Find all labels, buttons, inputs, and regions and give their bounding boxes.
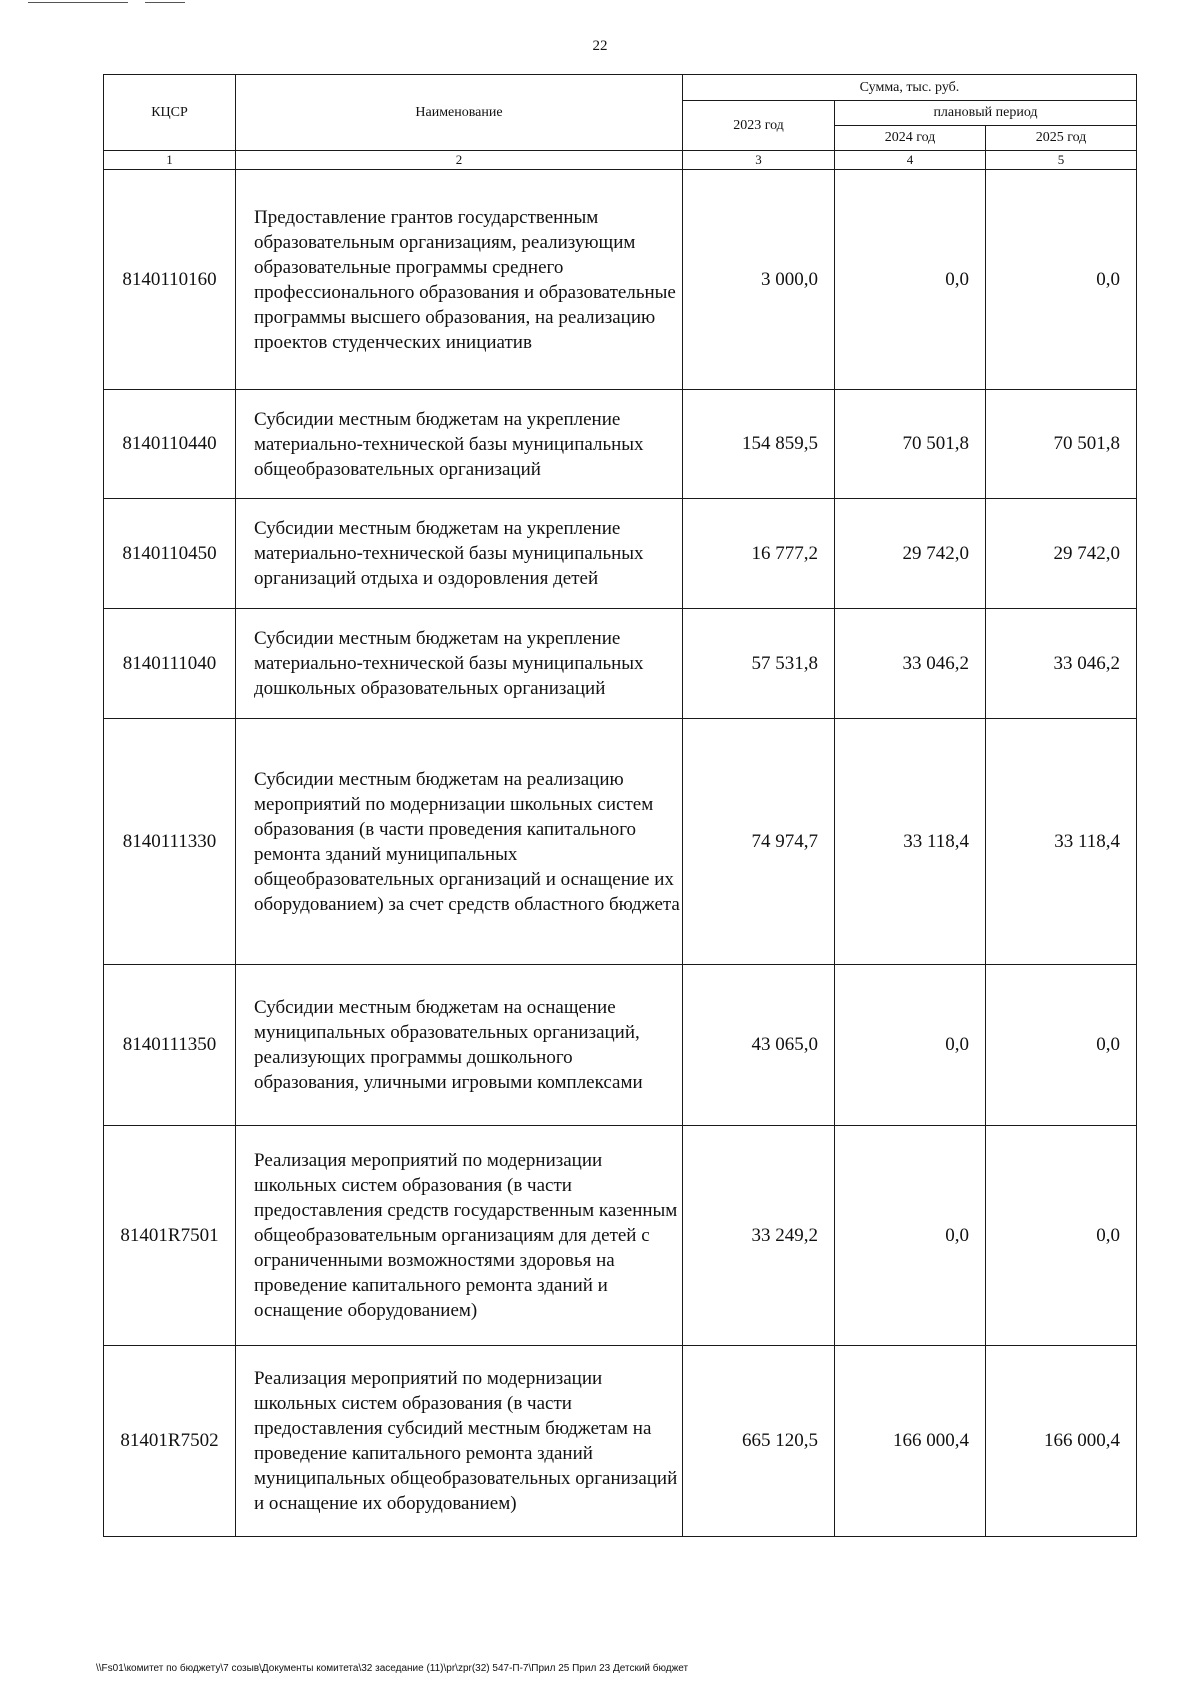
row-name: Субсидии местным бюджетам на укрепление материально-технической базы муниципальных дошкольных образовательных организаций: [236, 609, 683, 719]
row-value-2025: 166 000,4: [986, 1346, 1137, 1537]
row-code: 8140111330: [104, 719, 236, 965]
row-code: 8140110450: [104, 499, 236, 609]
table-row: [104, 390, 1137, 499]
row-value-2024: 0,0: [835, 170, 986, 390]
row-value-2023: 16 777,2: [683, 499, 835, 609]
scan-mark: [145, 2, 185, 3]
footer-file-path: \\Fs01\комитет по бюджету\7 созыв\Документы комитета\32 заседание (11)\pr\zpr(32) 547-П-7\Прил 25 Прил 23 Детский бюджет: [96, 1663, 689, 1674]
table-row: [104, 1126, 1137, 1346]
page-number: 22: [592, 38, 608, 54]
header-year-2024: 2024 год: [835, 126, 986, 151]
header-sum: Сумма, тыс. руб.: [683, 75, 1137, 101]
row-code: 81401R7502: [104, 1346, 236, 1537]
scan-mark: [28, 2, 128, 3]
row-value-2024: 70 501,8: [835, 390, 986, 499]
row-name: Субсидии местным бюджетам на реализацию мероприятий по модернизации школьных систем образования (в части проведения капитального ремонта зданий муниципальных общеобразовательных организаций и оснащение их оборудованием) за счет средств областного бюджета: [236, 719, 683, 965]
row-value-2023: 57 531,8: [683, 609, 835, 719]
table-row: [104, 965, 1137, 1126]
row-value-2025: 33 046,2: [986, 609, 1137, 719]
row-code: 8140111350: [104, 965, 236, 1126]
header-year-2023: 2023 год: [683, 101, 835, 151]
header-planned-period: плановый период: [835, 101, 1137, 126]
budget-table: [103, 74, 1137, 1537]
row-value-2024: 166 000,4: [835, 1346, 986, 1537]
row-name: Субсидии местным бюджетам на оснащение муниципальных образовательных организаций, реализующих программы дошкольного образования, уличными игровыми комплексами: [236, 965, 683, 1126]
row-value-2023: 3 000,0: [683, 170, 835, 390]
table-row: [104, 609, 1137, 719]
row-value-2024: 29 742,0: [835, 499, 986, 609]
row-value-2024: 33 046,2: [835, 609, 986, 719]
header-name: Наименование: [236, 75, 683, 151]
row-value-2024: 0,0: [835, 965, 986, 1126]
row-name: Предоставление грантов государственным образовательным организациям, реализующим образовательные программы среднего профессионального образования и образовательные программы высшего образования, на реализацию проектов студенческих инициатив: [236, 170, 683, 390]
row-value-2025: 0,0: [986, 1126, 1137, 1346]
row-code: 8140110160: [104, 170, 236, 390]
row-value-2023: 33 249,2: [683, 1126, 835, 1346]
row-value-2025: 0,0: [986, 170, 1137, 390]
row-value-2023: 43 065,0: [683, 965, 835, 1126]
column-number: 4: [835, 151, 986, 170]
table-row: [104, 719, 1137, 965]
column-numbers-row: [104, 151, 1137, 170]
row-value-2023: 74 974,7: [683, 719, 835, 965]
row-value-2023: 154 859,5: [683, 390, 835, 499]
header-year-2025: 2025 год: [986, 126, 1137, 151]
row-name: Субсидии местным бюджетам на укрепление материально-технической базы муниципальных общеобразовательных организаций: [236, 390, 683, 499]
row-value-2025: 29 742,0: [986, 499, 1137, 609]
row-name: Субсидии местным бюджетам на укрепление материально-технической базы муниципальных организаций отдыха и оздоровления детей: [236, 499, 683, 609]
row-name: Реализация мероприятий по модернизации школьных систем образования (в части предоставления средств государственным казенным общеобразовательным организациям для детей с ограниченными возможностями здоровья на проведение капитального ремонта зданий и оснащение оборудованием): [236, 1126, 683, 1346]
row-value-2025: 0,0: [986, 965, 1137, 1126]
column-number: 3: [683, 151, 835, 170]
row-value-2024: 0,0: [835, 1126, 986, 1346]
table-row: [104, 170, 1137, 390]
table-row: [104, 1346, 1137, 1537]
row-code: 81401R7501: [104, 1126, 236, 1346]
row-value-2024: 33 118,4: [835, 719, 986, 965]
row-value-2023: 665 120,5: [683, 1346, 835, 1537]
row-code: 8140110440: [104, 390, 236, 499]
row-code: 8140111040: [104, 609, 236, 719]
column-number: 2: [236, 151, 683, 170]
header-kcsr: КЦСР: [104, 75, 236, 151]
table-row: [104, 499, 1137, 609]
row-value-2025: 33 118,4: [986, 719, 1137, 965]
column-number: 1: [104, 151, 236, 170]
column-number: 5: [986, 151, 1137, 170]
row-name: Реализация мероприятий по модернизации школьных систем образования (в части предоставления субсидий местным бюджетам на проведение капитального ремонта зданий муниципальных общеобразовательных организаций и оснащение их оборудованием): [236, 1346, 683, 1537]
row-value-2025: 70 501,8: [986, 390, 1137, 499]
